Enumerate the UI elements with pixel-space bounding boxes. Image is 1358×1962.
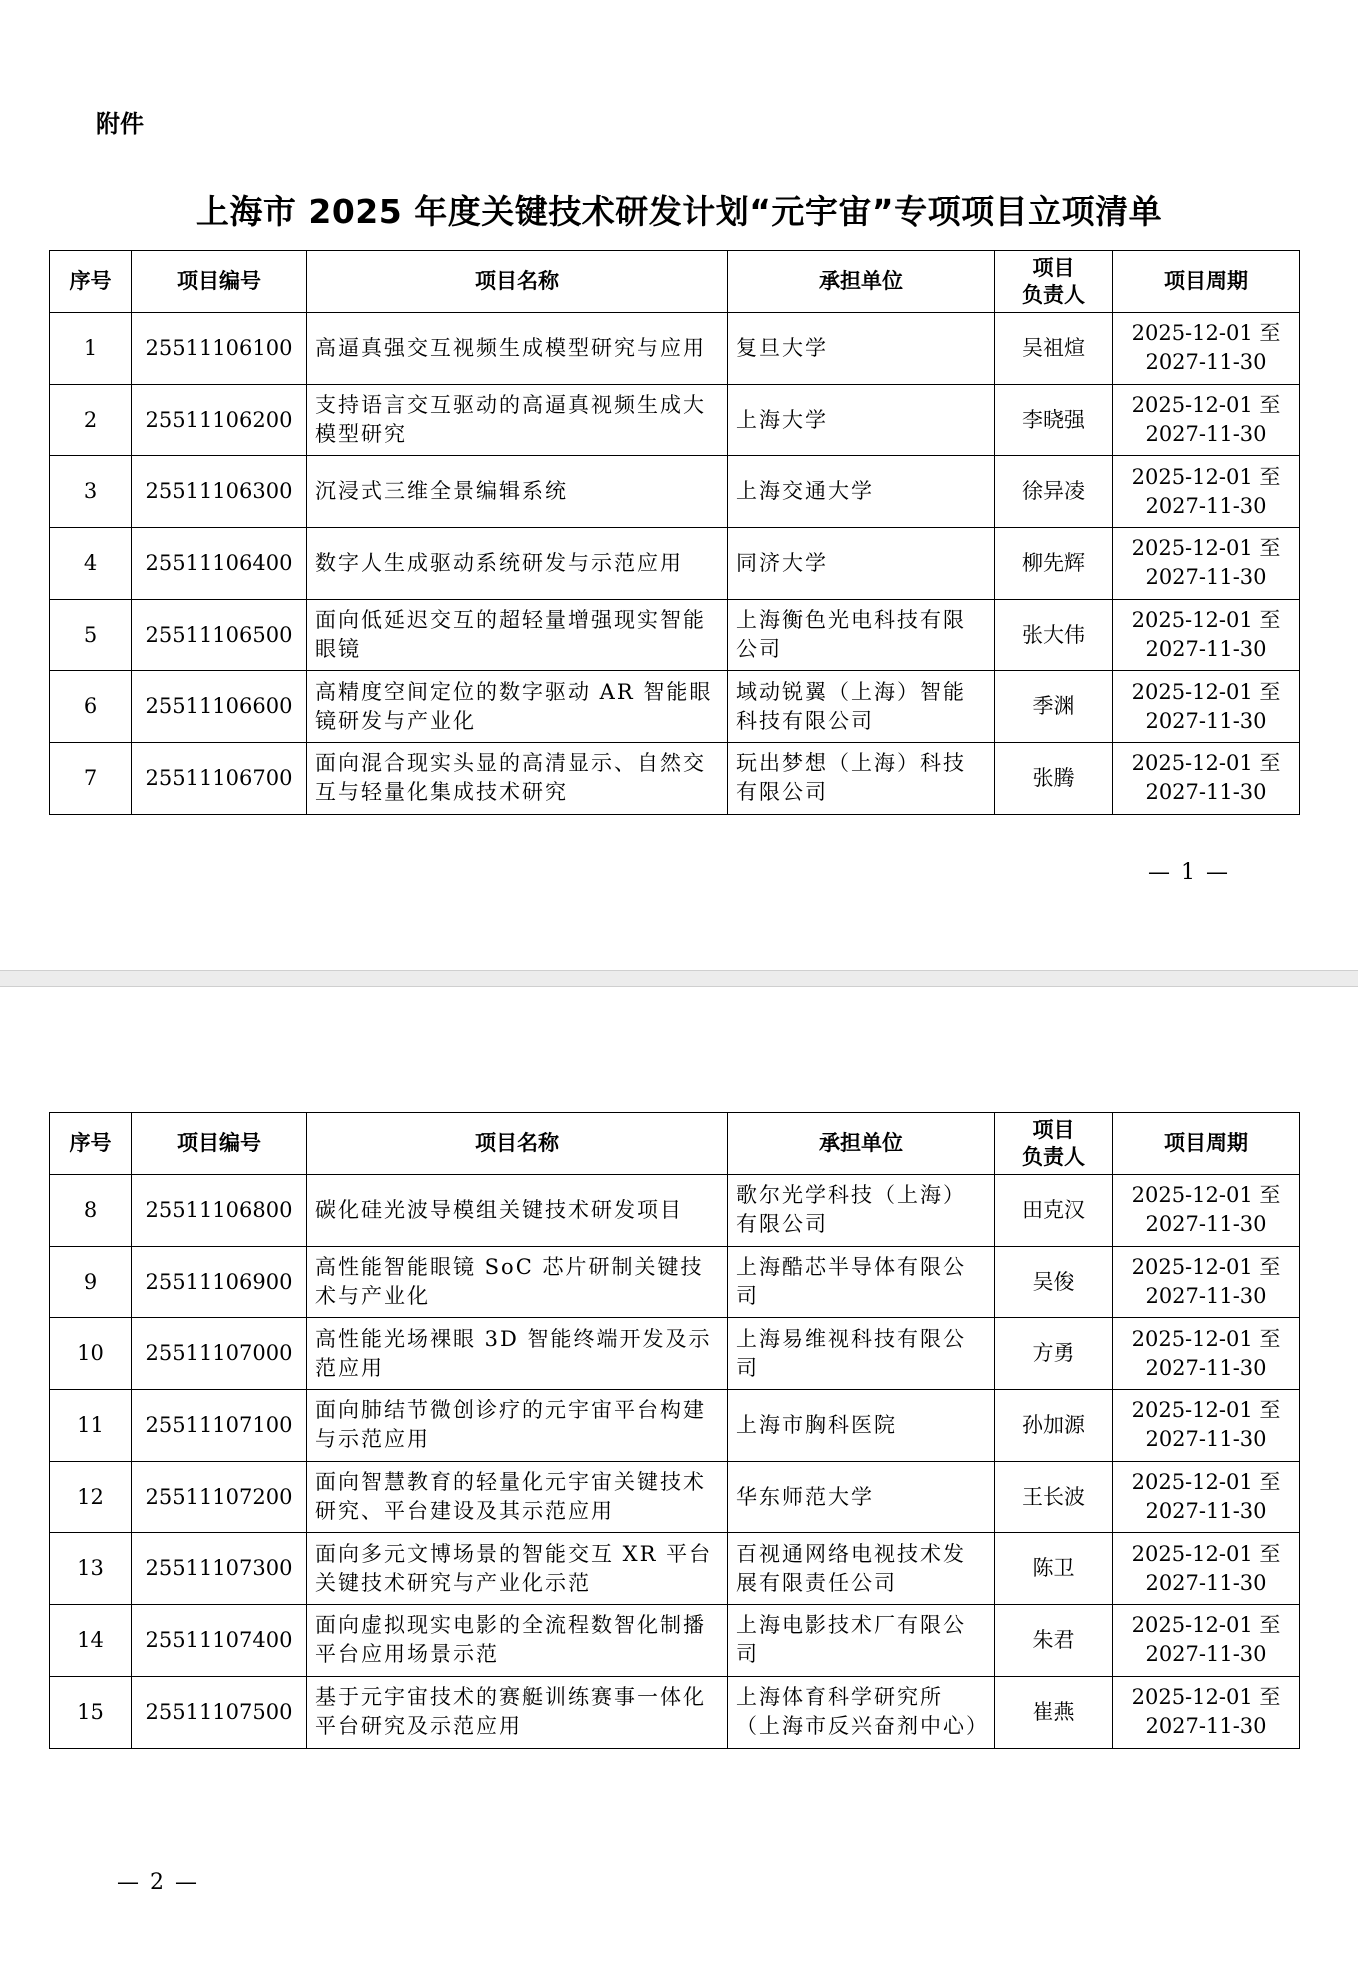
cell-code: 25511106200: [132, 384, 307, 456]
cell-code: 25511106600: [132, 671, 307, 743]
header-lead-line1: 项目: [1032, 255, 1075, 280]
table-row: [50, 1533, 1300, 1605]
cell-name: 基于元宇宙技术的赛艇训练赛事一体化平台研究及示范应用: [307, 1676, 728, 1748]
table-header-row: [50, 251, 1300, 313]
cell-period: [1113, 1318, 1300, 1390]
cell-period: [1113, 456, 1300, 528]
cell-name: 碳化硅光波导模组关键技术研发项目: [307, 1175, 728, 1247]
table-row: [50, 313, 1300, 385]
cell-period: [1113, 1676, 1300, 1748]
period-start: 2025-12-01 至: [1131, 321, 1281, 346]
cell-org: 歌尔光学科技（上海）有限公司: [728, 1175, 995, 1247]
cell-seq: 8: [50, 1175, 132, 1247]
period-end: 2027-11-30: [1145, 708, 1267, 733]
document-page-1: [0, 0, 1358, 970]
cell-code: 25511106400: [132, 528, 307, 600]
cell-seq: 14: [50, 1605, 132, 1677]
cell-seq: 11: [50, 1390, 132, 1462]
period-start: 2025-12-01 至: [1131, 1470, 1281, 1495]
period-end: 2027-11-30: [1145, 1499, 1267, 1524]
cell-period: [1113, 1175, 1300, 1247]
cell-seq: 15: [50, 1676, 132, 1748]
cell-code: 25511107000: [132, 1318, 307, 1390]
cell-lead: 崔燕: [995, 1676, 1113, 1748]
header-period: 项目周期: [1113, 251, 1300, 313]
cell-code: 25511106500: [132, 599, 307, 671]
cell-seq: 2: [50, 384, 132, 456]
period-end: 2027-11-30: [1145, 780, 1267, 805]
cell-org: 域动锐翼（上海）智能科技有限公司: [728, 671, 995, 743]
table-row: [50, 528, 1300, 600]
table-row: [50, 456, 1300, 528]
cell-seq: 3: [50, 456, 132, 528]
cell-code: 25511106300: [132, 456, 307, 528]
table-row: [50, 743, 1300, 815]
cell-lead: 季渊: [995, 671, 1113, 743]
cell-period: [1113, 528, 1300, 600]
cell-lead: 张腾: [995, 743, 1113, 815]
table-row: [50, 1676, 1300, 1748]
header-lead-line1: 项目: [1032, 1117, 1075, 1142]
cell-period: [1113, 384, 1300, 456]
cell-lead: 柳先辉: [995, 528, 1113, 600]
cell-period: [1113, 599, 1300, 671]
cell-period: [1113, 671, 1300, 743]
table-row: [50, 671, 1300, 743]
cell-name: 面向多元文博场景的智能交互 XR 平台关键技术研究与产业化示范: [307, 1533, 728, 1605]
cell-org: 华东师范大学: [728, 1461, 995, 1533]
period-start: 2025-12-01 至: [1131, 608, 1281, 633]
cell-seq: 7: [50, 743, 132, 815]
document-page-2: [0, 987, 1358, 1962]
document-title: 上海市 2025 年度关键技术研发计划“元宇宙”专项项目立项清单: [195, 192, 1163, 231]
cell-name: 支持语言交互驱动的高逼真视频生成大模型研究: [307, 384, 728, 456]
cell-period: [1113, 313, 1300, 385]
cell-lead: 徐异凌: [995, 456, 1113, 528]
cell-name: 数字人生成驱动系统研发与示范应用: [307, 528, 728, 600]
period-start: 2025-12-01 至: [1131, 1326, 1281, 1351]
period-start: 2025-12-01 至: [1131, 536, 1281, 561]
cell-period: [1113, 1390, 1300, 1462]
project-table-page-1: [49, 250, 1300, 815]
table-row: [50, 1175, 1300, 1247]
header-code: 项目编号: [132, 251, 307, 313]
period-end: 2027-11-30: [1145, 1427, 1267, 1452]
cell-name: 高逼真强交互视频生成模型研究与应用: [307, 313, 728, 385]
cell-lead: 孙加源: [995, 1390, 1113, 1462]
cell-lead: 朱君: [995, 1605, 1113, 1677]
cell-code: 25511107300: [132, 1533, 307, 1605]
period-start: 2025-12-01 至: [1131, 393, 1281, 418]
cell-lead: 李晓强: [995, 384, 1113, 456]
cell-org: 百视通网络电视技术发展有限责任公司: [728, 1533, 995, 1605]
cell-lead: 张大伟: [995, 599, 1113, 671]
period-start: 2025-12-01 至: [1131, 1541, 1281, 1566]
cell-lead: 田克汉: [995, 1175, 1113, 1247]
cell-org: 玩出梦想（上海）科技有限公司: [728, 743, 995, 815]
table-row: [50, 1605, 1300, 1677]
cell-code: 25511107100: [132, 1390, 307, 1462]
cell-code: 25511107500: [132, 1676, 307, 1748]
period-end: 2027-11-30: [1145, 637, 1267, 662]
cell-org: 上海易维视科技有限公司: [728, 1318, 995, 1390]
period-end: 2027-11-30: [1145, 1355, 1267, 1380]
period-end: 2027-11-30: [1145, 1642, 1267, 1667]
cell-org: 同济大学: [728, 528, 995, 600]
header-lead-line2: 负责人: [1022, 282, 1085, 307]
cell-seq: 5: [50, 599, 132, 671]
attachment-label: 附件: [96, 110, 144, 138]
period-end: 2027-11-30: [1145, 565, 1267, 590]
cell-name: 沉浸式三维全景编辑系统: [307, 456, 728, 528]
header-lead: [995, 251, 1113, 313]
cell-lead: 吴俊: [995, 1246, 1113, 1318]
table-row: [50, 384, 1300, 456]
cell-org: 上海电影技术厂有限公司: [728, 1605, 995, 1677]
period-end: 2027-11-30: [1145, 1570, 1267, 1595]
period-end: 2027-11-30: [1145, 350, 1267, 375]
header-period: 项目周期: [1113, 1113, 1300, 1175]
cell-seq: 13: [50, 1533, 132, 1605]
header-seq: 序号: [50, 1113, 132, 1175]
page-separator: [0, 970, 1358, 987]
period-start: 2025-12-01 至: [1131, 1255, 1281, 1280]
cell-lead: 陈卫: [995, 1533, 1113, 1605]
period-end: 2027-11-30: [1145, 493, 1267, 518]
cell-name: 高性能光场裸眼 3D 智能终端开发及示范应用: [307, 1318, 728, 1390]
cell-org: 上海酷芯半导体有限公司: [728, 1246, 995, 1318]
cell-name: 面向虚拟现实电影的全流程数智化制播平台应用场景示范: [307, 1605, 728, 1677]
cell-name: 高性能智能眼镜 SoC 芯片研制关键技术与产业化: [307, 1246, 728, 1318]
header-lead: [995, 1113, 1113, 1175]
cell-code: 25511106700: [132, 743, 307, 815]
period-start: 2025-12-01 至: [1131, 751, 1281, 776]
cell-org: 上海交通大学: [728, 456, 995, 528]
cell-org: 上海市胸科医院: [728, 1390, 995, 1462]
period-end: 2027-11-30: [1145, 1714, 1267, 1739]
cell-name: 面向低延迟交互的超轻量增强现实智能眼镜: [307, 599, 728, 671]
cell-period: [1113, 1246, 1300, 1318]
cell-name: 高精度空间定位的数字驱动 AR 智能眼镜研发与产业化: [307, 671, 728, 743]
cell-seq: 12: [50, 1461, 132, 1533]
table-row: [50, 599, 1300, 671]
cell-period: [1113, 1461, 1300, 1533]
period-start: 2025-12-01 至: [1131, 1613, 1281, 1638]
table-row: [50, 1461, 1300, 1533]
cell-code: 25511106800: [132, 1175, 307, 1247]
cell-org: 上海衡色光电科技有限公司: [728, 599, 995, 671]
cell-code: 25511106900: [132, 1246, 307, 1318]
cell-seq: 1: [50, 313, 132, 385]
cell-name: 面向肺结节微创诊疗的元宇宙平台构建与示范应用: [307, 1390, 728, 1462]
period-start: 2025-12-01 至: [1131, 1183, 1281, 1208]
period-end: 2027-11-30: [1145, 1212, 1267, 1237]
cell-org: 上海体育科学研究所（上海市反兴奋剂中心）: [728, 1676, 995, 1748]
project-table-page-2: [49, 1112, 1300, 1749]
header-name: 项目名称: [307, 1113, 728, 1175]
cell-lead: 王长波: [995, 1461, 1113, 1533]
cell-name: 面向智慧教育的轻量化元宇宙关键技术研究、平台建设及其示范应用: [307, 1461, 728, 1533]
cell-code: 25511107400: [132, 1605, 307, 1677]
cell-period: [1113, 1533, 1300, 1605]
table-row: [50, 1318, 1300, 1390]
header-org: 承担单位: [728, 251, 995, 313]
cell-lead: 吴祖煊: [995, 313, 1113, 385]
table-header-row: [50, 1113, 1300, 1175]
period-start: 2025-12-01 至: [1131, 1685, 1281, 1710]
period-start: 2025-12-01 至: [1131, 1398, 1281, 1423]
period-end: 2027-11-30: [1145, 422, 1267, 447]
table-row: [50, 1390, 1300, 1462]
cell-period: [1113, 743, 1300, 815]
period-start: 2025-12-01 至: [1131, 679, 1281, 704]
cell-seq: 4: [50, 528, 132, 600]
page-number: — 1 —: [1148, 860, 1230, 885]
header-name: 项目名称: [307, 251, 728, 313]
cell-org: 复旦大学: [728, 313, 995, 385]
cell-code: 25511107200: [132, 1461, 307, 1533]
period-end: 2027-11-30: [1145, 1284, 1267, 1309]
header-org: 承担单位: [728, 1113, 995, 1175]
cell-name: 面向混合现实头显的高清显示、自然交互与轻量化集成技术研究: [307, 743, 728, 815]
cell-lead: 方勇: [995, 1318, 1113, 1390]
cell-code: 25511106100: [132, 313, 307, 385]
cell-org: 上海大学: [728, 384, 995, 456]
cell-seq: 6: [50, 671, 132, 743]
page-number: — 2 —: [117, 1870, 199, 1895]
header-lead-line2: 负责人: [1022, 1144, 1085, 1169]
period-start: 2025-12-01 至: [1131, 464, 1281, 489]
cell-period: [1113, 1605, 1300, 1677]
table-row: [50, 1246, 1300, 1318]
cell-seq: 10: [50, 1318, 132, 1390]
cell-seq: 9: [50, 1246, 132, 1318]
header-code: 项目编号: [132, 1113, 307, 1175]
header-seq: 序号: [50, 251, 132, 313]
